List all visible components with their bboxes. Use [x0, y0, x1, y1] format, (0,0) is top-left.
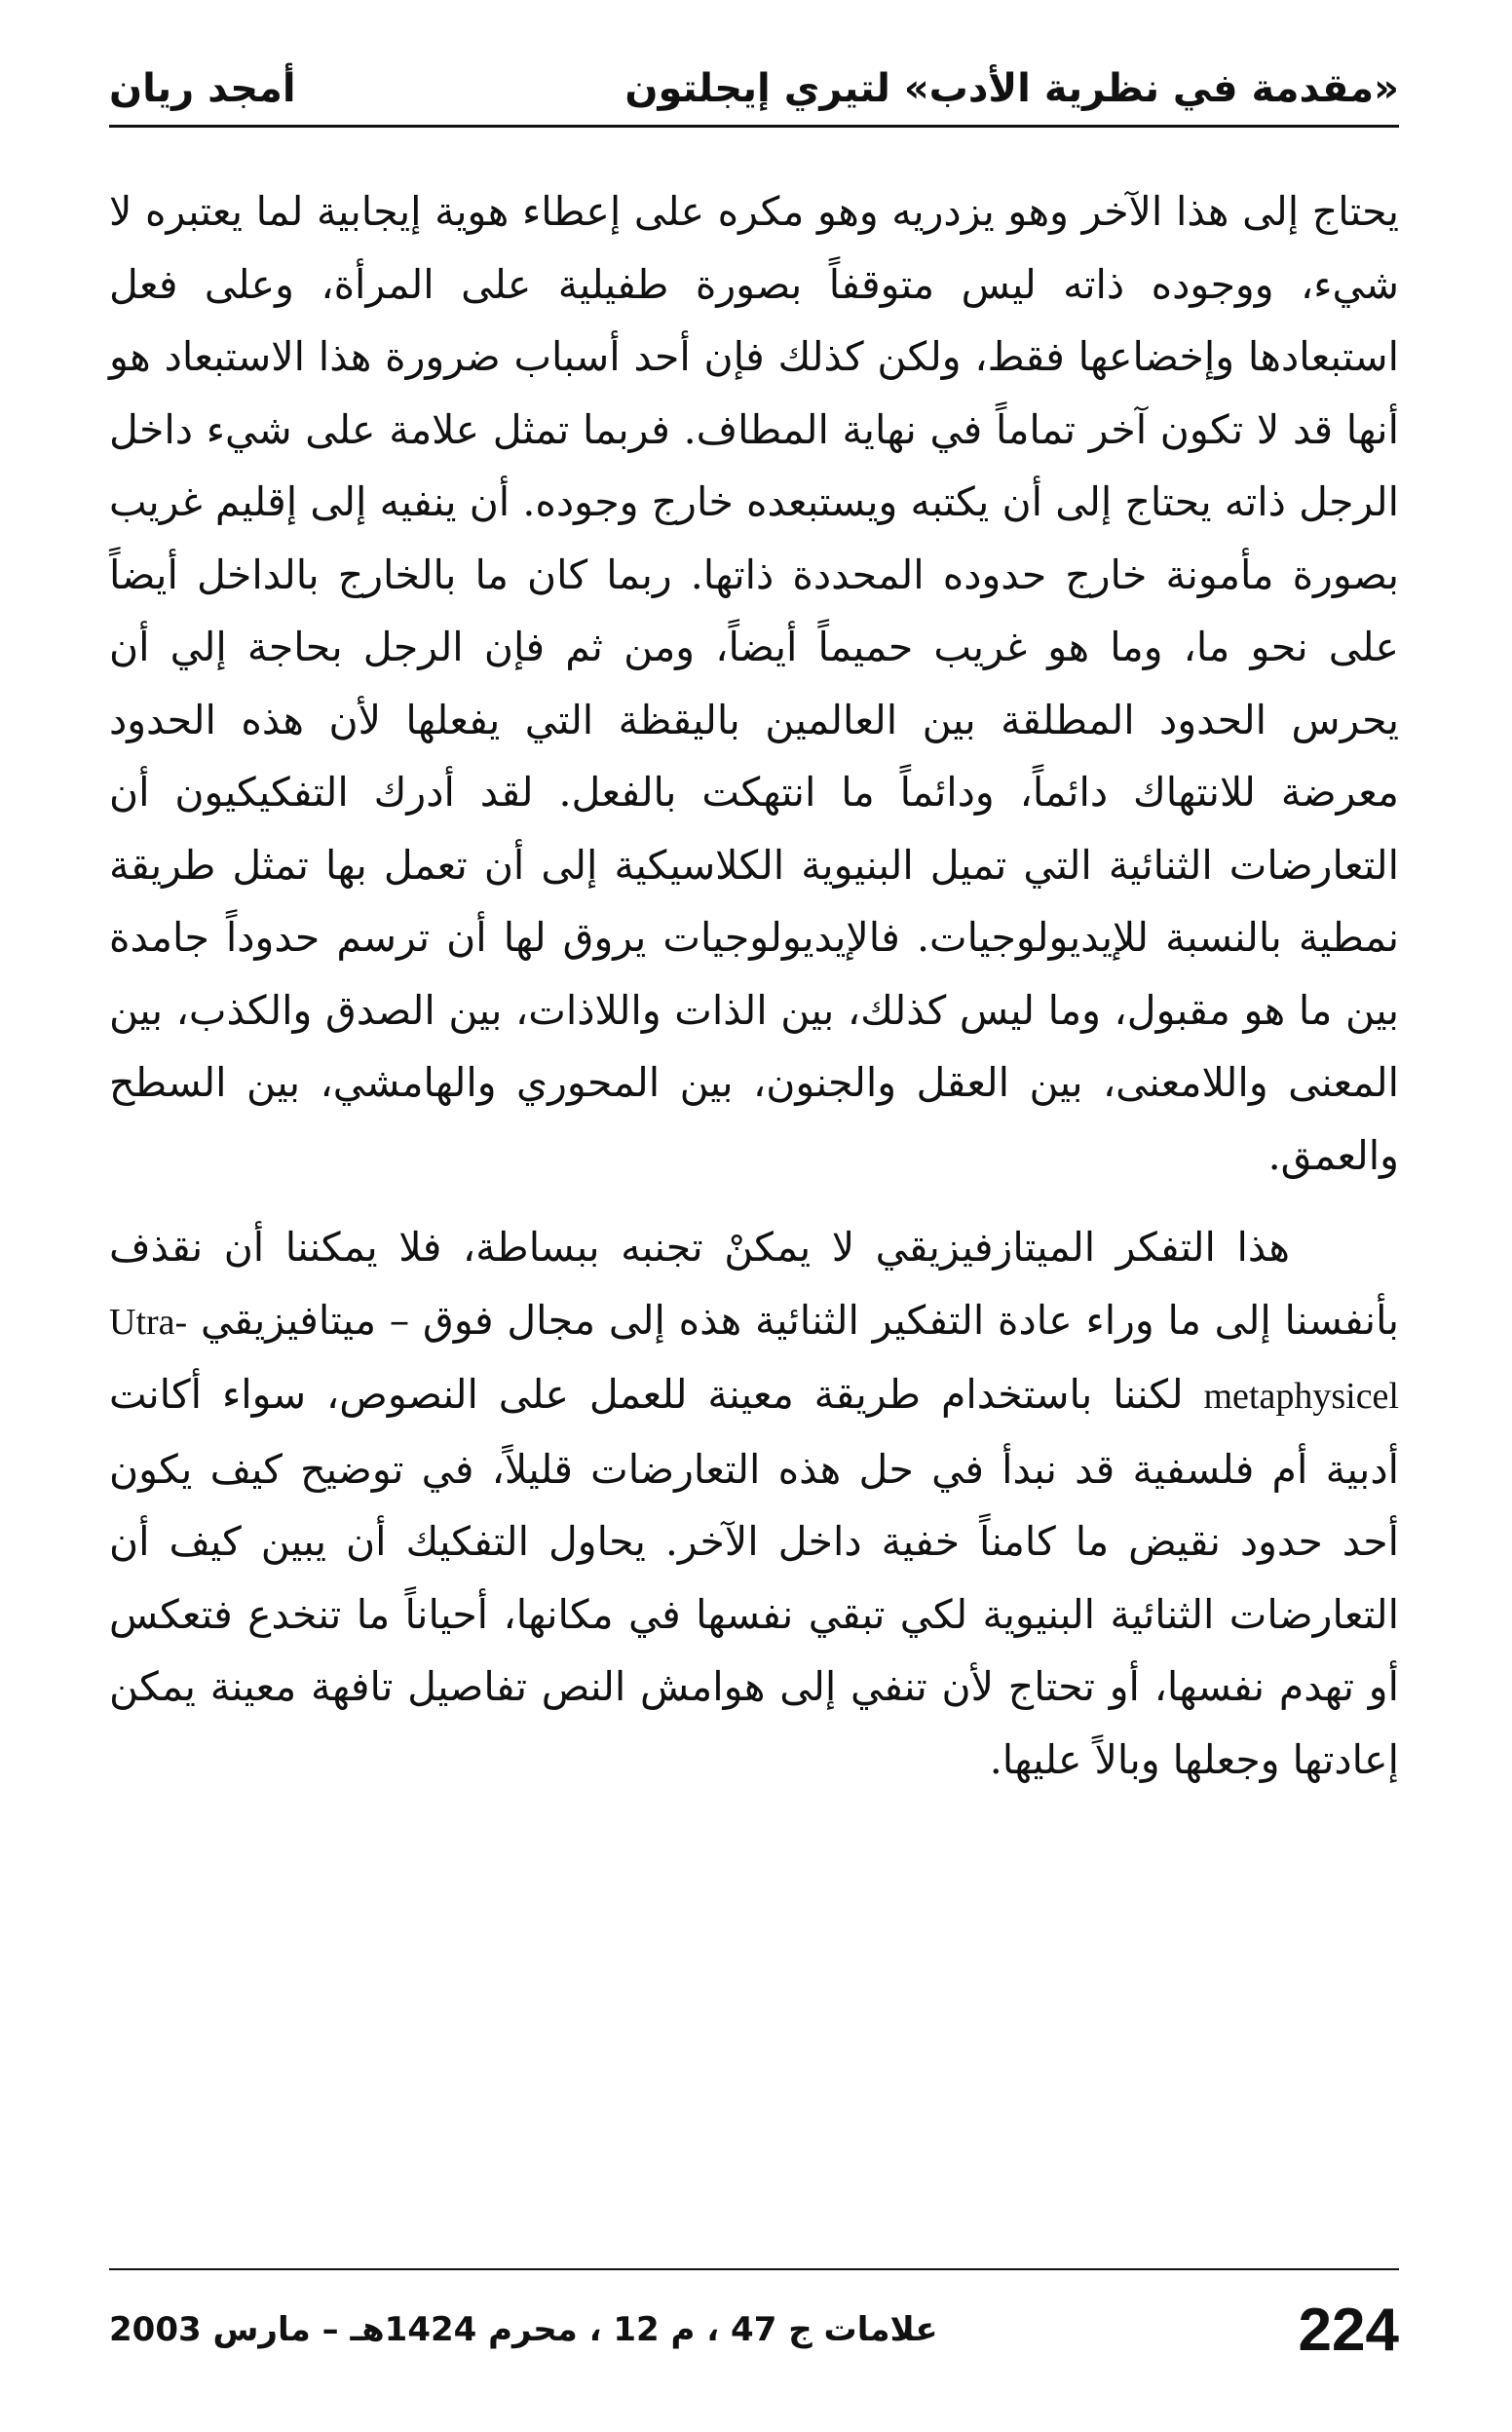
paragraph-2: [109, 1211, 1399, 1796]
page-number: 224: [1298, 2296, 1399, 2364]
article-title: «مقدمة في نظرية الأدب» لتيري إيجلتون: [624, 66, 1399, 111]
issue-info: علامات ج 47 ، م 12 ، محرم 1424هـ – مارس 2003: [109, 2310, 938, 2349]
footer-rule: [109, 2268, 1399, 2270]
paragraph-1: يحتاج إلى هذا الآخر وهو يزدريه وهو مكره على إعطاء هوية إيجابية لما يعتبره لا شيء، ووجوده ذاته ليس متوقفاً بصورة طفيلية على المرأة، وعلى فعل استبعادها وإخضاعها فقط، ولكن كذلك فإن أحد أسباب ضرورة هذا الاستبعاد هو أنها قد لا تكون آخر تماماً في نهاية المطاف. فربما تمثل علامة على شيء داخل الرجل ذاته يحتاج إلى أن يكتبه ويستبعده خارج وجوده. أن ينفيه إلى إقليم غريب بصورة مأمونة خارج حدوده المحددة ذاتها. ربما كان ما بالخارج بالداخل أيضاً على نحو ما، وما هو غريب حميماً أيضاً، ومن ثم فإن الرجل بحاجة إلي أن يحرس الحدود المطلقة بين العالمين باليقظة التي يفعلها لأن هذه الحدود معرضة للانتهاك دائماً، ودائماً ما انتهكت بالفعل. لقد أدرك التفكيكيون أن التعارضات الثنائية التي تميل البنيوية الكلاسيكية إلى أن تعمل بها تمثل طريقة نمطية بالنسبة للإيديولوجيات. فالإيديولوجيات يروق لها أن ترسم حدوداً جامدة بين ما هو مقبول، وما ليس كذلك، بين الذات واللاذات، بين الصدق والكذب، بين المعنى واللامعنى، بين العقل والجنون، بين المحوري والهامشي، بين السطح والعمق.: [109, 188, 1399, 1179]
header-rule: [109, 125, 1399, 128]
author-name: أمجد ريان: [109, 66, 296, 111]
paragraph-2-start: هذا التفكر الميتازفيزيقي لا يمكنْ تجنبه ببساطة، فلا يمكننا أن نقذف بأنفسنا إلى ما وراء عادة التفكير الثنائية هذه إلى مجال فوق – ميتافيزيقي: [109, 1224, 1399, 1344]
article-body: [109, 175, 1399, 1796]
latin-term: Utra-metaphysicel: [109, 1301, 1399, 1417]
running-header: [109, 55, 1399, 123]
page-footer: [109, 2286, 1399, 2374]
paragraph-2-end: لكننا باستخدام طريقة معينة للعمل على النصوص، سواء أكانت أدبية أم فلسفية قد نبدأ في حل هذه التعارضات قليلاً، في توضيح كيف يكون أحد حدود نقيض ما كامناً خفية داخل الآخر. يحاول التفكيك أن يبين كيف أن التعارضات الثنائية البنيوية لكي تبقي نفسها في مكانها، أحياناً ما تنخدع فتعكس أو تهدم نفسها، أو تحتاج لأن تنفي إلى هوامش النص تفاصيل تافهة معينة يمكن إعادتها وجعلها وبالاً عليها.: [109, 1371, 1399, 1783]
